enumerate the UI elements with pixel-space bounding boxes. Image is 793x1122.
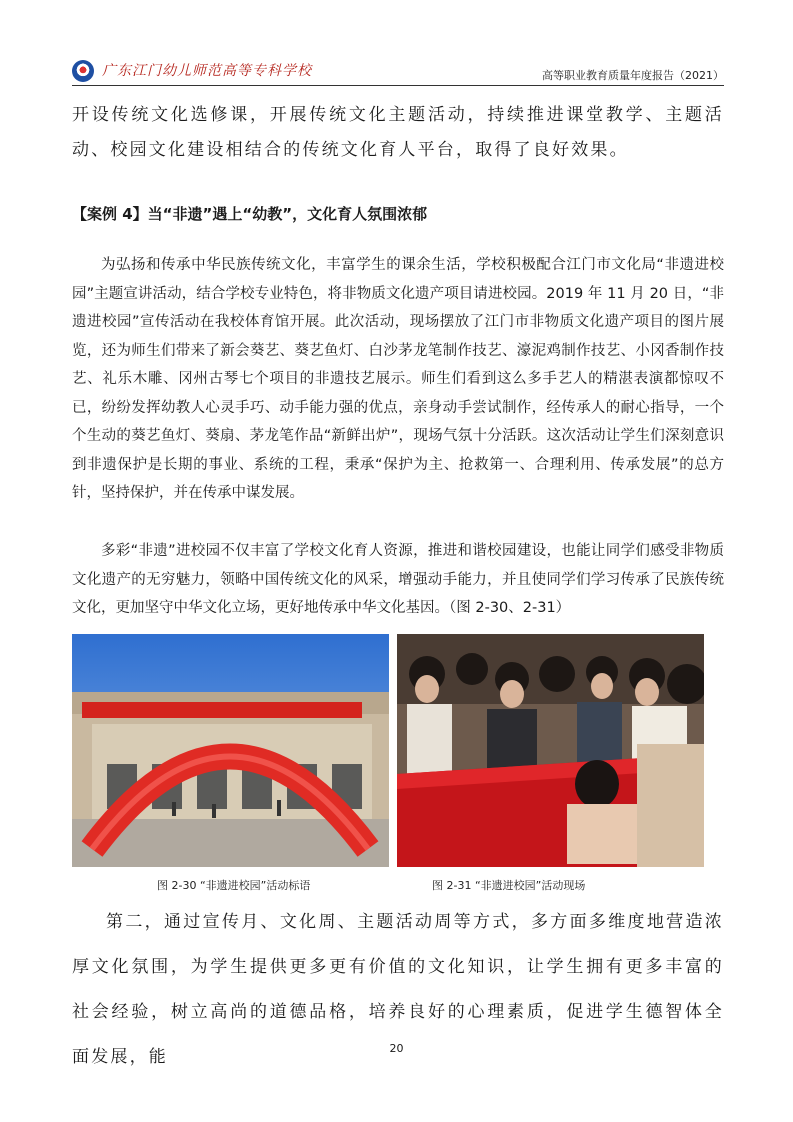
school-emblem-icon (72, 60, 94, 82)
case-paragraph-2: 多彩“非遗”进校园不仅丰富了学校文化育人资源，推进和谐校园建设，也能让同学们感受非物质文化遗产的无穷魅力，领略中国传统文化的风采，增强动手能力，并且使同学们学习传承了民族传统文化，更加坚守中华文化立场，更好地传承中华文化基因。（图 2-30、2-31） (72, 543, 724, 616)
case-paragraph-1: 为弘扬和传承中华民族传统文化，丰富学生的课余生活，学校积极配合江门市文化局“非遗进校园”主题宣讲活动，结合学校专业特色，将非物质文化遗产项目请进校园。2019 年 11 月 20 日，“非遗进校园”宣传活动在我校体育馆开展。此次活动，现场摆放了江门市非物质文化遗产项目的图片展览，还为师生们带来了新会葵艺、葵艺鱼灯、白沙茅龙笔制作技艺、濠泥鸡制作技艺、小冈香制作技艺、礼乐木雕、冈州古琴七个项目的非遗技艺展示。师生们看到这么多手艺人的精湛表演都惊叹不已，纷纷发挥幼教人心灵手巧、动手能力强的优点，亲身动手尝试制作，经传承人的耐心指导，一个个生动的葵艺鱼灯、葵扇、茅龙笔作品“新鲜出炉”，现场气氛十分活跃。这次活动让学生们深刻意识到非遗保护是长期的事业、系统的工程，秉承“保护为主、抢救第一、合理利用、传承发展”的总方针，坚持保护，并在传承中谋发展。 (72, 257, 724, 501)
header-divider (72, 85, 724, 86)
intro-paragraph: 开设传统文化选修课，开展传统文化主题活动，持续推进课堂教学、主题活动、校园文化建设相结合的传统文化育人平台，取得了良好效果。 (72, 105, 724, 160)
school-name: 广东江门幼儿师范高等专科学校 (102, 63, 312, 79)
figure-2-30-caption: 图 2-30 “非遗进校园”活动标语 (157, 879, 311, 892)
report-title: 高等职业教育质量年度报告（2021） (542, 69, 724, 82)
figure-2-31-photo (397, 634, 704, 867)
page-header (72, 52, 724, 86)
figure-2-30-photo (72, 634, 389, 867)
closing-paragraph: 第二，通过宣传月、文化周、主题活动周等方式，多方面多维度地营造浓厚文化氛围，为学生提供更多更有价值的文化知识，让学生拥有更多丰富的社会经验，树立高尚的道德品格，培养良好的心理素质，促进学生德智体全面发展，能 (72, 912, 724, 1067)
case-title: 【案例 4】当“非遗”遇上“幼教”，文化育人氛围浓郁 (72, 205, 428, 223)
figure-2-31-caption: 图 2-31 “非遗进校园”活动现场 (432, 879, 586, 892)
page-number: 20 (389, 1042, 404, 1055)
